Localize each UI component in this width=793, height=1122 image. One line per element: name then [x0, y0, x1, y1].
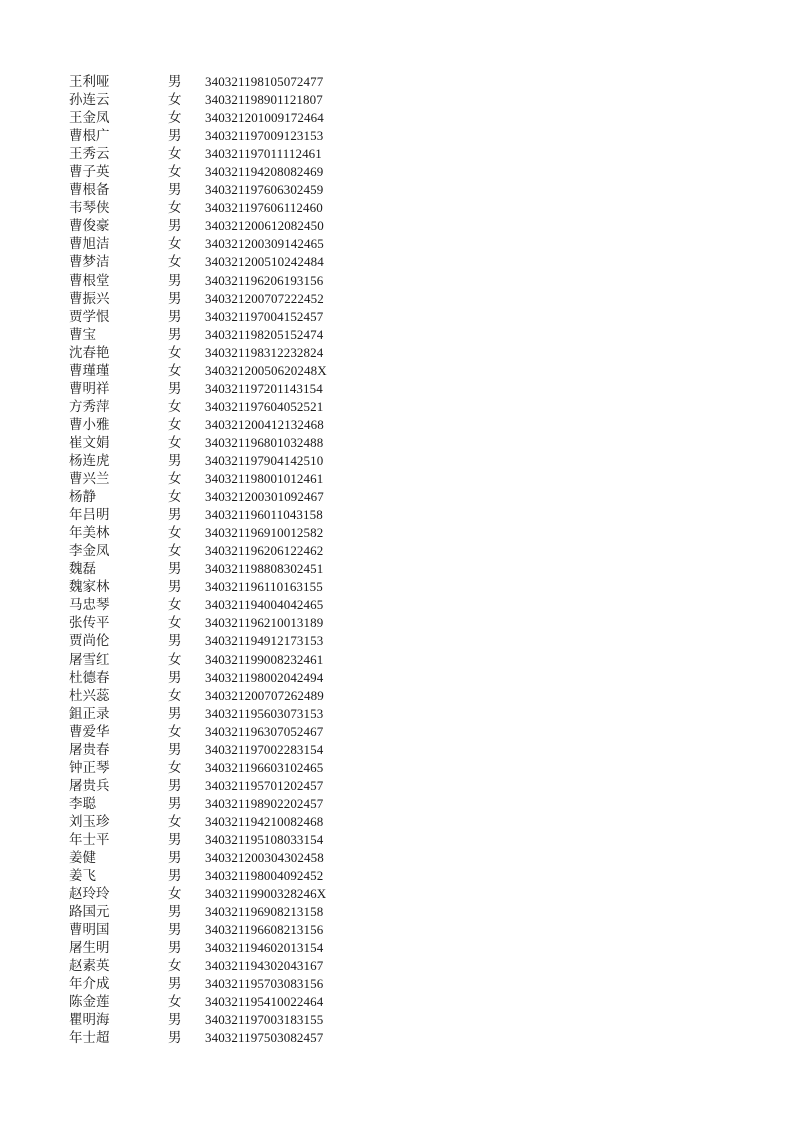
table-row — [0, 849, 793, 867]
person-name: 杜兴蕊 — [69, 687, 110, 704]
id-number: 340321195410022464 — [205, 994, 324, 1010]
table-row — [0, 290, 793, 308]
table-row — [0, 1011, 793, 1029]
person-name: 曹根堂 — [69, 272, 110, 289]
person-name: 鉏正录 — [69, 705, 110, 722]
table-row — [0, 398, 793, 416]
table-row — [0, 488, 793, 506]
id-number: 340321196206122462 — [205, 543, 324, 559]
id-number: 340321198901121807 — [205, 92, 323, 108]
person-gender: 男 — [168, 1030, 182, 1047]
person-gender: 男 — [168, 182, 182, 199]
person-name: 曹旭洁 — [69, 236, 110, 253]
table-row — [0, 235, 793, 253]
person-gender: 男 — [168, 633, 182, 650]
table-row — [0, 723, 793, 741]
table-row — [0, 181, 793, 199]
person-gender: 男 — [168, 904, 182, 921]
person-gender: 女 — [168, 687, 182, 704]
person-name: 陈金莲 — [69, 994, 110, 1011]
person-gender: 女 — [168, 92, 182, 109]
table-row — [0, 91, 793, 109]
person-name: 曹俊豪 — [69, 218, 110, 235]
id-number: 340321200612082450 — [205, 218, 324, 234]
person-gender: 女 — [168, 886, 182, 903]
person-name: 曹振兴 — [69, 290, 110, 307]
id-number: 340321197606302459 — [205, 182, 324, 198]
id-number: 340321200510242484 — [205, 254, 324, 270]
table-row — [0, 163, 793, 181]
id-number: 340321196801032488 — [205, 434, 324, 450]
id-number: 340321196011043158 — [205, 507, 323, 523]
table-row — [0, 885, 793, 903]
person-gender: 男 — [168, 128, 182, 145]
id-number: 340321198808302451 — [205, 561, 324, 577]
person-name: 曹爱华 — [69, 723, 110, 740]
person-gender: 男 — [168, 1012, 182, 1029]
table-row — [0, 506, 793, 524]
id-number: 340321197503082457 — [205, 1030, 324, 1046]
person-name: 路国元 — [69, 904, 110, 921]
id-number: 340321197011112461 — [205, 146, 322, 162]
person-gender: 男 — [168, 452, 182, 469]
person-gender: 男 — [168, 705, 182, 722]
table-row — [0, 362, 793, 380]
person-gender: 女 — [168, 362, 182, 379]
person-gender: 男 — [168, 272, 182, 289]
person-gender: 女 — [168, 813, 182, 830]
record-list — [0, 73, 793, 1048]
table-row — [0, 632, 793, 650]
person-gender: 女 — [168, 958, 182, 975]
id-number: 340321194004042465 — [205, 597, 324, 613]
person-gender: 女 — [168, 146, 182, 163]
person-gender: 男 — [168, 669, 182, 686]
table-row — [0, 939, 793, 957]
table-row — [0, 434, 793, 452]
person-gender: 男 — [168, 561, 182, 578]
person-name: 李聪 — [69, 795, 96, 812]
table-row — [0, 1029, 793, 1047]
table-row — [0, 253, 793, 271]
id-number: 340321199008232461 — [205, 651, 324, 667]
id-number: 340321196910012582 — [205, 525, 324, 541]
person-gender: 男 — [168, 380, 182, 397]
table-row — [0, 542, 793, 560]
person-name: 崔文娟 — [69, 434, 110, 451]
person-name: 曹根广 — [69, 128, 110, 145]
person-name: 赵素英 — [69, 958, 110, 975]
table-row — [0, 326, 793, 344]
table-row — [0, 578, 793, 596]
person-name: 年吕明 — [69, 507, 110, 524]
person-name: 李金凤 — [69, 543, 110, 560]
person-gender: 女 — [168, 416, 182, 433]
table-row — [0, 308, 793, 326]
person-name: 赵玲玲 — [69, 886, 110, 903]
person-name: 曹瑾瑾 — [69, 362, 110, 379]
person-gender: 男 — [168, 326, 182, 343]
person-name: 方秀萍 — [69, 398, 110, 415]
person-name: 屠雪红 — [69, 651, 110, 668]
person-name: 姜健 — [69, 850, 96, 867]
table-row — [0, 127, 793, 145]
id-number: 340321197009123153 — [205, 128, 324, 144]
person-gender: 男 — [168, 850, 182, 867]
table-row — [0, 380, 793, 398]
person-gender: 女 — [168, 471, 182, 488]
person-name: 曹宝 — [69, 326, 96, 343]
table-row — [0, 470, 793, 488]
id-number: 340321197003183155 — [205, 1012, 324, 1028]
id-number: 340321196307052467 — [205, 723, 324, 739]
person-name: 瞿明海 — [69, 1012, 110, 1029]
id-number: 340321195108033154 — [205, 831, 324, 847]
person-name: 年士平 — [69, 831, 110, 848]
id-number: 340321201009172464 — [205, 110, 324, 126]
table-row — [0, 344, 793, 362]
id-number: 340321198002042494 — [205, 669, 324, 685]
id-number: 340321195703083156 — [205, 976, 324, 992]
id-number: 340321196110163155 — [205, 579, 323, 595]
id-number: 340321194302043167 — [205, 958, 324, 974]
table-row — [0, 109, 793, 127]
id-number: 340321200301092467 — [205, 489, 324, 505]
id-number: 340321200707222452 — [205, 290, 324, 306]
table-row — [0, 614, 793, 632]
table-row — [0, 831, 793, 849]
person-gender: 女 — [168, 434, 182, 451]
person-gender: 男 — [168, 218, 182, 235]
person-name: 年美林 — [69, 525, 110, 542]
person-name: 魏磊 — [69, 561, 96, 578]
person-name: 魏家林 — [69, 579, 110, 596]
table-row — [0, 993, 793, 1011]
person-name: 韦琴侠 — [69, 200, 110, 217]
person-name: 王金凤 — [69, 110, 110, 127]
id-number: 340321198004092452 — [205, 868, 324, 884]
person-gender: 女 — [168, 543, 182, 560]
id-number: 340321198902202457 — [205, 795, 324, 811]
person-name: 曹根备 — [69, 182, 110, 199]
person-name: 屠贵兵 — [69, 777, 110, 794]
table-row — [0, 687, 793, 705]
table-row — [0, 217, 793, 235]
person-gender: 男 — [168, 976, 182, 993]
table-row — [0, 795, 793, 813]
person-gender: 女 — [168, 110, 182, 127]
person-gender: 男 — [168, 579, 182, 596]
id-number: 340321198312232824 — [205, 344, 324, 360]
table-row — [0, 813, 793, 831]
id-number: 340321196210013189 — [205, 615, 324, 631]
person-gender: 女 — [168, 994, 182, 1011]
person-gender: 女 — [168, 651, 182, 668]
table-row — [0, 560, 793, 578]
person-name: 马忠琴 — [69, 597, 110, 614]
person-gender: 男 — [168, 741, 182, 758]
id-number: 34032119900328246X — [205, 886, 327, 902]
table-row — [0, 145, 793, 163]
person-name: 杨静 — [69, 489, 96, 506]
table-row — [0, 867, 793, 885]
person-gender: 男 — [168, 795, 182, 812]
person-gender: 男 — [168, 868, 182, 885]
id-number: 340321194912173153 — [205, 633, 324, 649]
table-row — [0, 272, 793, 290]
table-row — [0, 651, 793, 669]
person-gender: 女 — [168, 525, 182, 542]
person-gender: 女 — [168, 164, 182, 181]
person-gender: 女 — [168, 200, 182, 217]
table-row — [0, 975, 793, 993]
person-name: 钟正琴 — [69, 759, 110, 776]
table-row — [0, 741, 793, 759]
person-name: 贾学恨 — [69, 308, 110, 325]
person-gender: 女 — [168, 344, 182, 361]
id-number: 340321200304302458 — [205, 850, 324, 866]
person-name: 张传平 — [69, 615, 110, 632]
person-name: 屠生明 — [69, 940, 110, 957]
person-gender: 女 — [168, 236, 182, 253]
person-gender: 女 — [168, 723, 182, 740]
person-gender: 女 — [168, 615, 182, 632]
id-number: 340321196206193156 — [205, 272, 324, 288]
table-row — [0, 777, 793, 795]
person-name: 贾尚伦 — [69, 633, 110, 650]
person-name: 曹梦洁 — [69, 254, 110, 271]
id-number: 340321196908213158 — [205, 904, 324, 920]
person-name: 曹兴兰 — [69, 471, 110, 488]
person-name: 姜飞 — [69, 868, 96, 885]
person-gender: 男 — [168, 922, 182, 939]
person-name: 曹明国 — [69, 922, 110, 939]
id-number: 340321198205152474 — [205, 326, 324, 342]
id-number: 340321194602013154 — [205, 940, 324, 956]
id-number: 340321194208082469 — [205, 164, 324, 180]
table-row — [0, 921, 793, 939]
table-row — [0, 524, 793, 542]
id-number: 340321197904142510 — [205, 452, 324, 468]
person-gender: 女 — [168, 759, 182, 776]
person-name: 沈春艳 — [69, 344, 110, 361]
table-row — [0, 957, 793, 975]
person-gender: 男 — [168, 831, 182, 848]
id-number: 340321194210082468 — [205, 813, 324, 829]
id-number: 340321200707262489 — [205, 687, 324, 703]
person-name: 屠贵春 — [69, 741, 110, 758]
person-name: 杨连虎 — [69, 452, 110, 469]
id-number: 340321198001012461 — [205, 471, 324, 487]
id-number: 340321197606112460 — [205, 200, 323, 216]
id-number: 340321195603073153 — [205, 705, 324, 721]
person-gender: 女 — [168, 398, 182, 415]
table-row — [0, 199, 793, 217]
person-gender: 男 — [168, 308, 182, 325]
person-gender: 女 — [168, 254, 182, 271]
table-row — [0, 73, 793, 91]
person-gender: 女 — [168, 489, 182, 506]
person-name: 年士超 — [69, 1030, 110, 1047]
table-row — [0, 669, 793, 687]
person-gender: 男 — [168, 777, 182, 794]
person-name: 王秀云 — [69, 146, 110, 163]
person-gender: 男 — [168, 290, 182, 307]
table-row — [0, 705, 793, 723]
id-number: 340321197002283154 — [205, 741, 324, 757]
table-row — [0, 596, 793, 614]
table-row — [0, 759, 793, 777]
person-gender: 男 — [168, 940, 182, 957]
id-number: 340321197004152457 — [205, 308, 324, 324]
id-number: 340321200309142465 — [205, 236, 324, 252]
table-row — [0, 903, 793, 921]
person-name: 杜德春 — [69, 669, 110, 686]
id-number: 340321195701202457 — [205, 777, 324, 793]
person-name: 曹小雅 — [69, 416, 110, 433]
id-number: 340321196608213156 — [205, 922, 324, 938]
id-number: 340321196603102465 — [205, 759, 324, 775]
person-name: 年介成 — [69, 976, 110, 993]
table-row — [0, 452, 793, 470]
id-number: 340321198105072477 — [205, 74, 324, 89]
id-number: 340321197604052521 — [205, 398, 324, 414]
person-name: 曹子英 — [69, 164, 110, 181]
person-name: 王利哑 — [69, 74, 110, 90]
id-number: 340321200412132468 — [205, 416, 324, 432]
person-name: 孙连云 — [69, 92, 110, 109]
person-name: 曹明祥 — [69, 380, 110, 397]
id-number: 34032120050620248X — [205, 362, 327, 378]
table-row — [0, 416, 793, 434]
person-gender: 男 — [168, 74, 182, 90]
person-name: 刘玉珍 — [69, 813, 110, 830]
id-number: 340321197201143154 — [205, 380, 323, 396]
person-gender: 女 — [168, 597, 182, 614]
person-gender: 男 — [168, 507, 182, 524]
